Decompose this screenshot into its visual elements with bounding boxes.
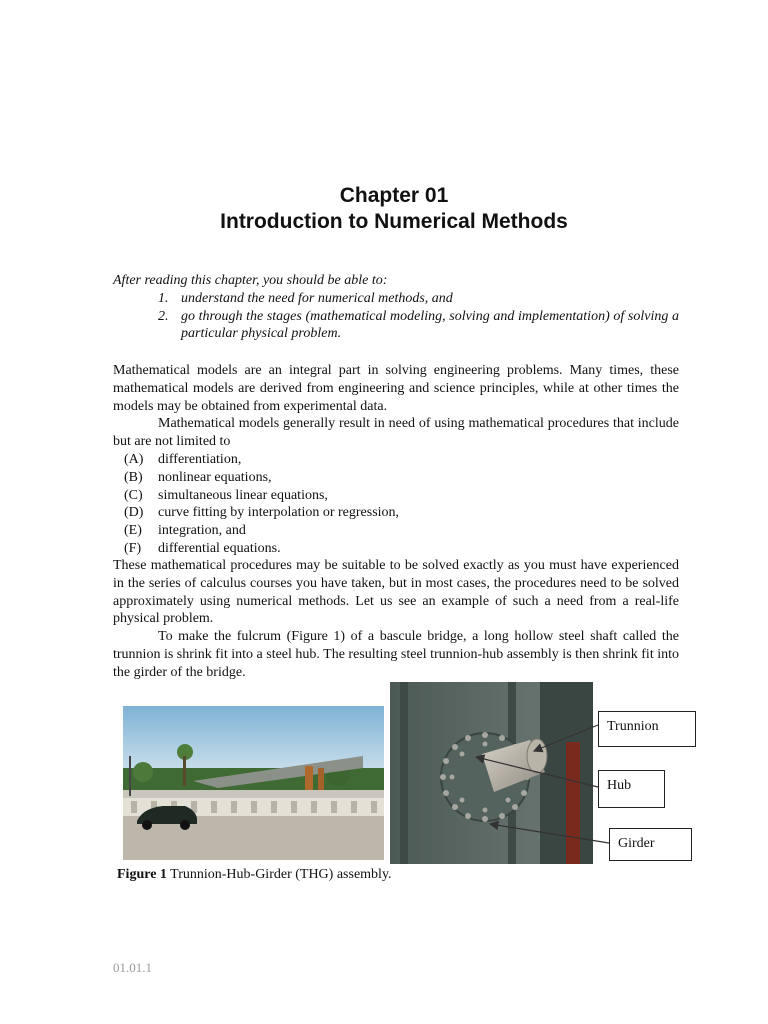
list-item bbox=[113, 487, 679, 505]
objective-number: 2. bbox=[158, 308, 169, 324]
trunnion-callout: Trunnion bbox=[598, 711, 696, 747]
list-label: (E) bbox=[124, 523, 142, 539]
paragraph-bascule-bridge: To make the fulcrum (Figure 1) of a bascule bridge, a long hollow steel shaft called the trunnion is shrink fit into a steel hub. The resulting steel trunnion-hub assembly is then shrink fit into the girder of the bridge. bbox=[113, 629, 679, 680]
bridge-photo bbox=[123, 706, 384, 860]
list-text: curve fitting by interpolation or regression, bbox=[158, 505, 400, 521]
objective-text: understand the need for numerical methods, and bbox=[181, 290, 453, 306]
list-item bbox=[113, 469, 679, 487]
list-item bbox=[113, 451, 679, 469]
list-label: (D) bbox=[124, 505, 144, 521]
list-item bbox=[113, 522, 679, 540]
girder-callout: Girder bbox=[609, 828, 692, 861]
list-text: integration, and bbox=[158, 523, 246, 539]
figure-caption-text: Trunnion-Hub-Girder (THG) assembly. bbox=[166, 867, 392, 882]
list-label: (A) bbox=[124, 452, 144, 467]
list-text: nonlinear equations, bbox=[158, 469, 272, 485]
list-text: differentiation, bbox=[158, 452, 242, 467]
paragraph-procedures: Mathematical models generally result in need of using mathematical procedures that include but are not limited to bbox=[113, 416, 679, 449]
objective-text: go through the stages (mathematical modeling, solving and implementation) of solving a particular physical problem. bbox=[181, 308, 679, 342]
bridge-photo-art bbox=[123, 706, 384, 860]
procedures-list bbox=[113, 451, 679, 558]
list-label: (C) bbox=[124, 487, 143, 503]
learning-objectives bbox=[113, 272, 679, 343]
list-item bbox=[113, 504, 679, 522]
objective-item bbox=[113, 290, 679, 308]
page-number: 01.01.1 bbox=[113, 960, 152, 975]
list-item bbox=[113, 540, 679, 558]
trunnion-hub-photo bbox=[390, 682, 593, 864]
objective-item bbox=[113, 308, 679, 344]
list-text: differential equations. bbox=[158, 540, 281, 556]
figure-caption bbox=[117, 866, 392, 884]
objectives-intro: After reading this chapter, you should be able to: bbox=[113, 273, 388, 288]
objective-number: 1. bbox=[158, 290, 169, 306]
paragraph-approximation: These mathematical procedures may be suitable to be solved exactly as you must have experienced in the series of calculus courses you have taken, but in most cases, the procedures need to be solved approximately using numerical methods. Let us see an example of such a need from a real-life physical problem. bbox=[113, 558, 679, 627]
list-text: simultaneous linear equations, bbox=[158, 487, 328, 503]
paragraph-intro: Mathematical models are an integral part in solving engineering problems. Many times, these mathematical models are derived from engineering and science principles, while at other times the models may be obtained from experimental data. bbox=[113, 363, 679, 414]
hub-callout: Hub bbox=[598, 770, 665, 808]
list-label: (B) bbox=[124, 469, 143, 485]
figure-caption-label: Figure 1 bbox=[117, 867, 167, 882]
chapter-number: Chapter 01 bbox=[339, 184, 449, 207]
trunnion-hub-photo-art bbox=[390, 682, 593, 864]
chapter-title: Introduction to Numerical Methods bbox=[220, 210, 568, 233]
list-label: (F) bbox=[124, 540, 142, 556]
